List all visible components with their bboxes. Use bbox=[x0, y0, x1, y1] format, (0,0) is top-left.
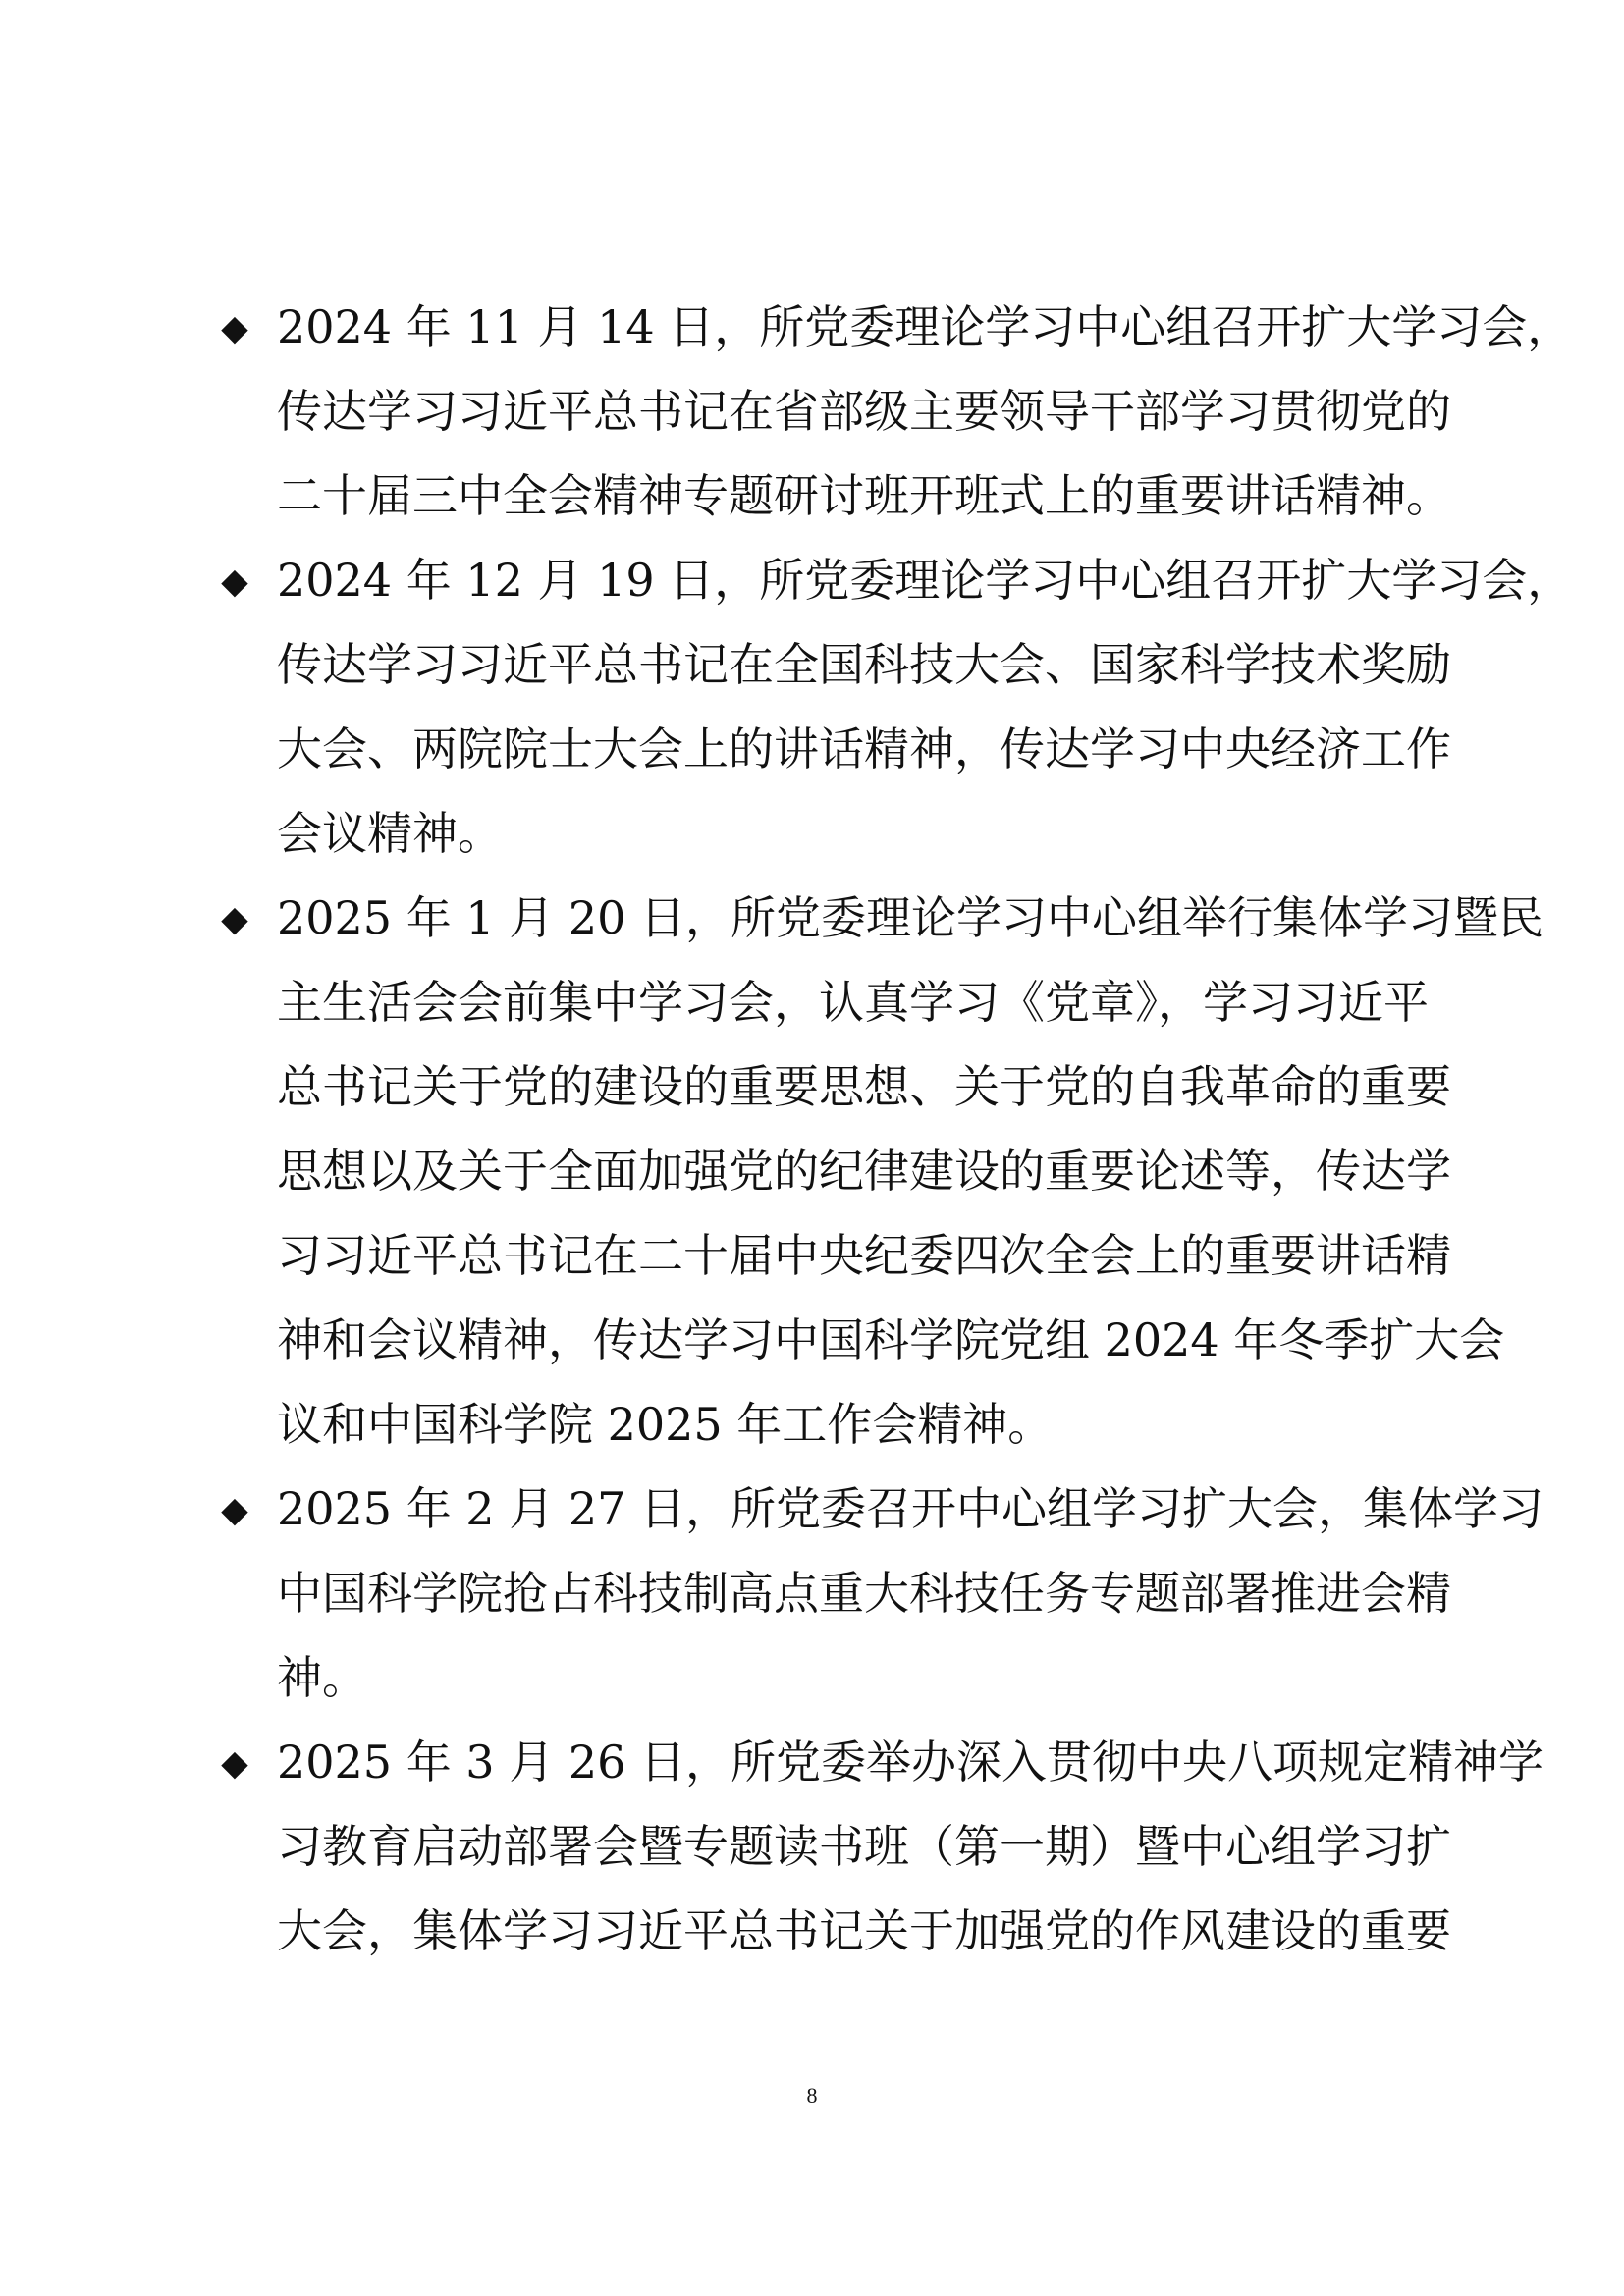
list-item-line: 主生活会会前集中学习会，认真学习《党章》，学习习近平 bbox=[277, 976, 1429, 1029]
list-item-line: 2025 年 1 月 20 日，所党委理论学习中心组举行集体学习暨民 bbox=[277, 891, 1543, 944]
diamond-bullet-icon: ◆ bbox=[221, 1490, 248, 1530]
list-item-line: 传达学习习近平总书记在全国科技大会、国家科学技术奖励 bbox=[277, 638, 1451, 691]
list-item-line: 2025 年 2 月 27 日，所党委召开中心组学习扩大会，集体学习 bbox=[277, 1482, 1543, 1535]
list-item-line: 传达学习习近平总书记在省部级主要领导干部学习贯彻党的 bbox=[277, 385, 1451, 438]
list-item-line: 议和中国科学院 2025 年工作会精神。 bbox=[277, 1398, 1054, 1451]
list-item-line: 会议精神。 bbox=[277, 807, 503, 860]
list-item-line: 2025 年 3 月 26 日，所党委举办深入贯彻中央八项规定精神学 bbox=[277, 1735, 1543, 1789]
diamond-bullet-icon: ◆ bbox=[221, 561, 248, 602]
list-item-line: 习习近平总书记在二十届中央纪委四次全会上的重要讲话精 bbox=[277, 1229, 1451, 1282]
list-item-line: 神。 bbox=[277, 1651, 367, 1704]
list-item-line: 神和会议精神，传达学习中国科学院党组 2024 年冬季扩大会 bbox=[277, 1313, 1505, 1366]
list-item-line: 大会、两院院士大会上的讲话精神，传达学习中央经济工作 bbox=[277, 722, 1451, 775]
list-item-line: 中国科学院抢占科技制高点重大科技任务专题部署推进会精 bbox=[277, 1567, 1451, 1620]
diamond-bullet-icon: ◆ bbox=[221, 899, 248, 939]
list-item-line: 大会，集体学习习近平总书记关于加强党的作风建设的重要 bbox=[277, 1904, 1451, 1957]
list-item-line: 思想以及关于全面加强党的纪律建设的重要论述等，传达学 bbox=[277, 1145, 1451, 1198]
diamond-bullet-icon: ◆ bbox=[221, 308, 248, 348]
list-item-line: 习教育启动部署会暨专题读书班（第一期）暨中心组学习扩 bbox=[277, 1820, 1451, 1873]
list-item-line: 总书记关于党的建设的重要思想、关于党的自我革命的重要 bbox=[277, 1060, 1451, 1113]
list-item-line: 二十届三中全会精神专题研讨班开班式上的重要讲话精神。 bbox=[277, 469, 1451, 522]
page-number: 8 bbox=[806, 2083, 818, 2108]
list-item-line: 2024 年 12 月 19 日，所党委理论学习中心组召开扩大学习会， bbox=[277, 554, 1573, 607]
diamond-bullet-icon: ◆ bbox=[221, 1743, 248, 1784]
list-item-line: 2024 年 11 月 14 日，所党委理论学习中心组召开扩大学习会， bbox=[277, 300, 1573, 353]
